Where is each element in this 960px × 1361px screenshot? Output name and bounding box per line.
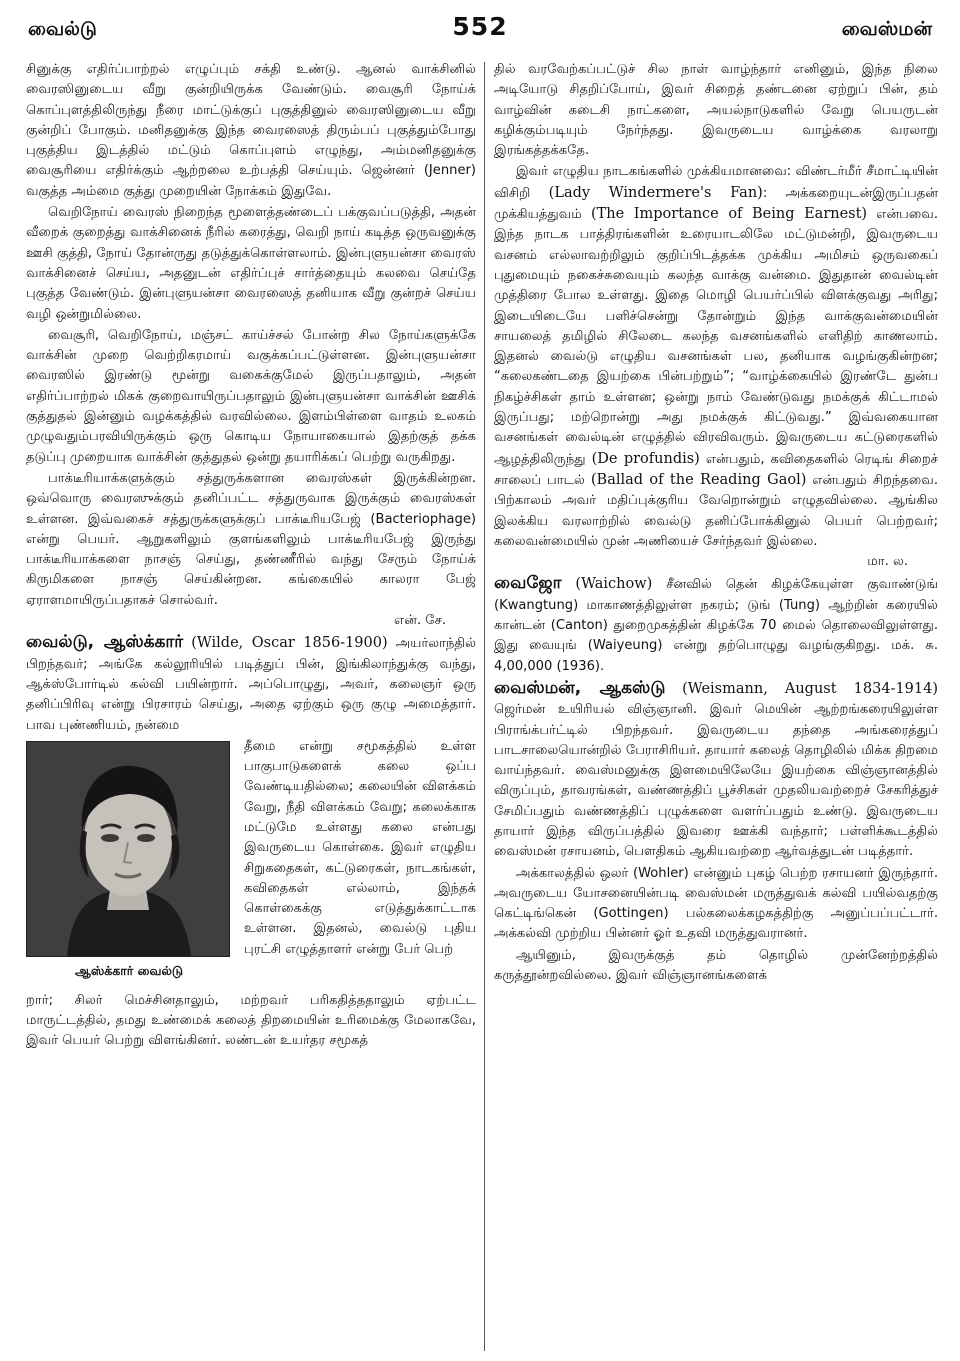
weismann-text: ஜெர்மன் உயிரியல் விஞ்ஞானி. இவர் மெயின் ஆற்றங்கரையிலுள்ள பிராங்க்பர்ட்டில் பிறந்தவர். இவருடைய தந்தை அங்கரைத்துப் பாடசாலையொன்றில் பேராசிரியர். தாயார் கலைத் தொழிலில் மிக்க திறமை வாய்ந்தவர். வைஸ்மனுக்கு இளமையிலேயே இயற்கை விஞ்ஞானத்தில் விருப்பும், தாவரங்கள், வண்ணத்திப் பூச்சிகள் முதலியவற்றைச் சேகரித்துச் சேமிப்பதும் வண்ணத்திப் புழுக்களை வளர்ப்பதும் உண்டு. இவருடைய தாயார் இந்த விருப்பத்தில் இவரை ஊக்கி வந்தார்; பள்ளிக்கூடத்தில் வைஸ்மன் ரசாயனம், பௌதிகம் ஆகியவற்றை ஆர்வத்துடன் படித்தார். bbox=[494, 702, 938, 860]
smallpox-paragraph: வைசூரி, வெறிநோய், மஞ்சட் காய்ச்சல் போன்ற சில நோய்களுக்கே வாக்சின் முறை வெற்றிகரமாய் வகுக்கப்பட்டுள்ளன. இன்புளுயன்சா வைரஸில் இரண்டு மூன்று வகைக்குமேல் இருப்பதாலும், அதன் எதிர்ப்பாற்றல் மிகக் குறைவாயிருப்பதாலும் இன்புளுயன்சா வாக்சின் ஊசிக் குத்துதல் இன்னும் வழக்கத்தில் வரவில்லை. இளம்பிள்ளை வாதம் உலகம் முழுவதும்பரவியிருக்கும் ஒரு கொடிய நோயாகையால் இதற்குத் தக்க தடுப்பு முறையாக வாக்சின் குத்துதல் ஒன்று தயாரிக்கப் பெற்று வருகிறது. bbox=[26, 327, 476, 465]
bacteriophage-text: பாக்டீரியாக்களுக்கும் சத்துருக்களான வைரஸ்கள் இருக்கின்றன. ஒவ்வொரு வைரஸுக்கும் தனிப்பட்ட சத்துருவாக இருக்கும் வைரஸ்கள் உள்ளன. இவ்வகைச் சத்துருக்களுக்குப் பாக்டீரியபேஜ் (Bacteriophage) என்று பெயர். ஆறுகளிலும் குளங்களிலும் பாக்டீரியபேஜ் இருந்து பாக்டீரியாக்களை நாசஞ் செய்து, தண்ணீரில் வந்து சேரும் நோய்க் கிருமிகளை நாசஞ் செய்கின்றன. கங்கையில் காலரா பேஜ் ஏராளமாயிருப்பதாகச் சொல்வர். bbox=[26, 470, 476, 608]
running-head-left: வைல்டு bbox=[28, 18, 97, 40]
wilde-works-paragraph bbox=[494, 162, 938, 572]
entry-heading-wilde: வைல்டு, ஆஸ்க்கார் bbox=[26, 632, 184, 653]
wilde-continued-text: றார்; சிலர் மெச்சினதாலும், மற்றவர் பரிகதித்ததாலும் ஏற்பட்ட மாருட்டத்தில், தமது உண்மைக் கலைத் திறமையின் உரிமைக்கு மேலாகவே, இவர் பெயர் பெற்று விளங்கினர். லண்டன் உயர்தர சமூகத் bbox=[26, 992, 476, 1049]
works-text-c: என்பவை. இந்த நாடக பாத்திரங்களின் உரையாடலிலே மட்டுமன்றி, இவருடைய வசனம் எல்லாவற்றிலும் குறிப்பிடத்தக்க முக்கிய அமிசம் ஒருவகைப் புதுமையும் நகைச்சுவையும் கலந்த வாக்கு வன்மை. இதுதான் வைல்டின் முத்திரை போல உள்ளது. இதை மொழி பெயர்ப்பில் விளக்குவது அரிது; இடையிடையே பளிச்சென்று தோன்றும் இந்த வாக்குவன்மையின் சாயலைத் தமிழில் சிலேடை கலந்த வசனங்களில் எளிதிற் காணலாம். இதனல் வைல்டு எழுதிய வசனங்கள் பல, தனியாக வழங்குகின்றன; “கலைகண்டதை இயற்கை பின்பற்றும்”; “வாழ்க்கையில் இரண்டே துன்ப நிகழ்ச்சிகள் தாம் உள்ளன; ஒன்று நாம் வேண்டுவது நமக்குக் கிட்டாமல் இருப்பது; மற்றொன்று அது நமக்குக் கிட்டுவது.” இவ்வகையான வசனங்கள் வைல்டின் எழுத்தில் விரவிவரும். இவருடைய கட்டுரைகளில் ஆழத்திலிருந்து bbox=[494, 207, 938, 467]
entry-latin-wilde: (Wilde, Oscar 1856-1900) bbox=[191, 635, 388, 652]
page-number: 552 bbox=[452, 12, 508, 41]
column-divider bbox=[484, 62, 485, 1351]
title-reading-gaol: (Ballad of the Reading Gaol) bbox=[590, 471, 807, 488]
title-lady-windermere: (Lady Windermere's Fan) bbox=[548, 184, 763, 201]
title-earnest: (The Importance of Being Earnest) bbox=[590, 206, 868, 223]
entry-latin-weismann: (Weismann, August 1834-1914) bbox=[682, 680, 938, 697]
entry-latin-waichow: (Waichow) bbox=[575, 576, 653, 593]
works-text-e: என்பதும் சிறந்தவை. பிற்காலம் அவர் மதிப்புக்குரிய வேறொன்றும் எழுதவில்லை. ஆங்கில இலக்கிய வரலாற்றில் வைல்டு தனிப்போக்கினுல் பெயர் பெற்றவர்; கலைவன்மையில் முன் அணியைச் சேர்ந்தவர் இல்லை. bbox=[494, 472, 938, 549]
author-signature: மா. ல. bbox=[867, 554, 908, 570]
entry-heading-waichow: வைஜோ bbox=[494, 573, 562, 594]
wilde-intro-text: அயர்லாந்தில் பிறந்தவர்; அங்கே கல்லூரியில் படித்துப் பின், இங்கிலாந்துக்கு வந்து, ஆக்ஸ்போர்டில் கல்வி பயின்றார். அப்பொழுது, அவர், கலைஞர் ஒரு தனிப்பிரிவு என்று பிரசாரம் செய்து, அதை ஏற்கும் ஒரு குழு அமைத்தார். பாவ புண்ணியம், நன்மை bbox=[26, 636, 476, 733]
portrait-caption: ஆஸ்க்கார் வைல்டு bbox=[75, 962, 183, 978]
virus-vaccine-paragraph: சினுக்கு எதிர்ப்பாற்றல் எழுப்பும் சக்தி உண்டு. ஆனல் வாக்சினில் வைரஸினுடைய வீறு குன்றியிருக்க வேண்டும். வைசூரி நோய்க் கொப்புளத்திலிருந்து நீரை மாட்டுக்குப் புகுத்தினுல் வைரஸினுடைய வீறு குன்றிப் போகும். மனிதனுக்கு இந்த வைரஸைத் திரும்பப் புகுத்தும்போது புகுத்திய இடத்தில் மட்டும் கொப்புளம் எழுந்து, அம்மனிதனுக்கு வைசூரியை எதிர்க்கும் ஆற்றலை உற்பத்தி செய்யும். ஜென்னர் (Jenner) வகுத்த அம்மை குத்து முறையின் நோக்கம் இதுவே. bbox=[26, 62, 476, 199]
works-text-a: இவர் எழுதிய நாடகங்களில் முக்கியமானவை: விண்டர்மீர் சீமாட்டியின் விசிறி bbox=[494, 164, 938, 201]
running-head-right: வைஸ்மன் bbox=[841, 18, 932, 40]
works-text-d: என்பதும், கவிதைகளில் ரெடிங் சிறைச் சாலைப் பாடல் bbox=[494, 451, 938, 488]
career-paragraph: ஆயினும், இவருக்குத் தம் தொழில் முன்னேற்றத்தில் கருத்தூன்றவில்லை. இவர் விஞ்ஞானங்களைக் bbox=[494, 947, 938, 984]
wilde-wrap-text: தீமை என்று சமூகத்தில் உள்ள பாகுபாடுகளைக் கலை ஒப்ப வேண்டியதில்லை; கலையின் விளக்கம் வேறு, நீதி விளக்கம் வேறு; கலைக்காக மட்டுமே உள்ளது கலை என்பது இவருடைய கொள்கை. இவர் எழுதிய சிறுகதைகள், கட்டுரைகள், நாடகங்கள், கவிதைகள் எல்லாம், இந்தக் கொள்கைக்கு எடுத்துக்காட்டாக உள்ளன. இதனல், வைல்டு புதிய புரட்சி எழுத்தாளர் என்று பேர் பெற் bbox=[244, 738, 476, 957]
author-signature: என். சே. bbox=[394, 613, 446, 629]
oscar-wilde-portrait bbox=[26, 741, 230, 957]
weismann-entry bbox=[494, 678, 938, 863]
portrait-figure bbox=[26, 741, 232, 989]
waichow-entry bbox=[494, 573, 938, 676]
wilde-life-paragraph: தில் வரவேற்கப்பட்டுச் சில நாள் வாழ்ந்தார் எனினும், இந்த நிலை அடியோடு சிதறிப்போய், இவர் சிறைத் தண்டனை ஏற்றுப் பின், தம் வாழ்வின் கடைசி நாட்களை, அயல்நாடுகளில் வேறு பெயருடன் கழிக்கும்படியும் நேர்ந்தது. இவருடைய வாழ்க்கை வரலாறு இரங்கத்தக்கதே. bbox=[494, 62, 938, 159]
left-column bbox=[26, 60, 476, 1353]
right-column bbox=[494, 60, 938, 1353]
entry-heading-weismann: வைஸ்மன், ஆகஸ்டு bbox=[494, 677, 666, 698]
wilde-entry bbox=[26, 632, 476, 735]
bacteriophage-paragraph bbox=[26, 469, 476, 631]
wohler-paragraph: அக்காலத்தில் ஒலர் (Wohler) என்னும் புகழ் பெற்ற ரசாயனர் இருந்தார். அவருடைய யோசனையின்படி வைஸ்மன் மருத்துவக் கல்வி பயில்வதற்கு கெட்டிங்கென் (Gottingen) பல்கலைக்கழகத்திற்கு அனுப்பப்பட்டார். அக்கல்வி முற்றிய பின்னர் ஓர் உதவி மருத்துவரானர். bbox=[494, 865, 938, 942]
works-text-b: : அக்கறையுடன்இருப்பதன் முக்கியத்துவம் bbox=[494, 185, 938, 223]
title-de-profundis: (De profundis) bbox=[591, 450, 700, 467]
waichow-text: சீனவில் தென் கிழக்கேயுள்ள குவாண்டுங் (Kwangtung) மாகாணத்திலுள்ள நகரம்; டுங் (Tung) ஆற்றின் கரையில் கான்டன் (Canton) துறைமுகத்தின் கிழக்கே 70 மைல் தொலைவிலுள்ளது. இது வையுங் (Waiyeung) என்று தற்பொழுது வழங்குகிறது. மக். சு. 4,00,000 (1936). bbox=[494, 577, 938, 674]
rabies-paragraph: வெறிநோய் வைரஸ் நிறைந்த மூளைத்தண்டைப் பக்குவப்படுத்தி, அதன் வீறைக் குறைத்து வாக்சினைக் நீரில் கரைத்து, வெறி நாய் கடித்த ஒருவனுக்கு ஊசி குத்தி, நோய் தோன்ருது தடுத்துக்கொள்ளலாம். இன்புளுயன்சா வைரஸ் வாக்சினைச் செய்ய, அதனுடன் எதிர்ப்புச் சார்த்தையும் கலவை செய்தே புகுத்த வேண்டும். இன்புளுயன்சா வைரஸைத் தனியாக வீறு குன்றச் செய்ய வழி ஒன்றுமில்லை. bbox=[26, 205, 476, 322]
running-head bbox=[28, 12, 932, 52]
